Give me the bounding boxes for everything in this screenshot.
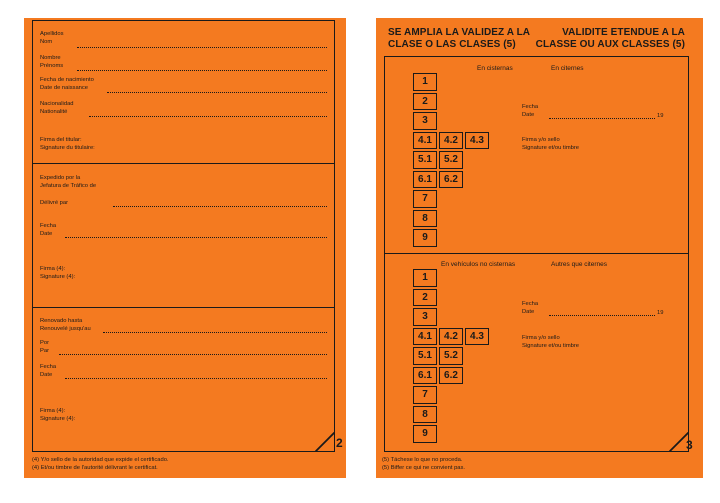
tank-date-year: 19: [657, 113, 664, 119]
surname-line[interactable]: [77, 47, 327, 48]
class-cell-1[interactable]: 1: [413, 73, 437, 91]
tank-date-line[interactable]: [549, 118, 655, 119]
extension-header-es: SE AMPLIA LA VALIDEZ A LA CLASE O LAS CLASES (5): [388, 27, 531, 50]
tank-column-fr: En citernes: [551, 65, 584, 72]
class-cell-6-2[interactable]: 6.2: [439, 171, 463, 189]
nationality-label: Nacionalidad Nationalité: [40, 101, 74, 115]
issued-by-label: Expedido por la Jefatura de Tráfico de: [40, 175, 97, 189]
nationality-line[interactable]: [89, 116, 327, 117]
section-divider: [385, 253, 688, 254]
class-cell-6-1[interactable]: 6.1: [413, 171, 437, 189]
class-cell-4-3[interactable]: 4.3: [465, 328, 489, 346]
first-name-line[interactable]: [77, 70, 327, 71]
class-cell-5-2[interactable]: 5.2: [439, 347, 463, 365]
tank-date-label: Fecha Date: [522, 104, 539, 118]
class-cell-8[interactable]: 8: [413, 406, 437, 424]
non-tank-date-line[interactable]: [549, 315, 655, 316]
non-tank-date-year: 19: [657, 310, 664, 316]
right-page: [376, 18, 703, 478]
page-number: 3: [686, 438, 693, 452]
class-cell-4-1[interactable]: 4.1: [413, 328, 437, 346]
non-tank-date-label: Fecha Date: [522, 301, 539, 315]
tank-column-es: En cisternas: [477, 65, 513, 72]
first-name-label: Nombre Prénoms: [40, 55, 64, 69]
non-tank-column-fr: Autres que citernes: [551, 261, 608, 268]
left-page: [24, 18, 346, 478]
class-cell-7[interactable]: 7: [413, 190, 437, 208]
class-cell-5-2[interactable]: 5.2: [439, 151, 463, 169]
delivered-by-line[interactable]: [113, 206, 327, 207]
surname-label: Apellidos Nom: [40, 31, 64, 45]
renewed-by-line[interactable]: [59, 354, 327, 355]
page-number: 2: [336, 436, 343, 450]
renewed-until-line[interactable]: [103, 332, 327, 333]
class-cell-4-3[interactable]: 4.3: [465, 132, 489, 150]
page-corner-fold-icon: [315, 432, 335, 452]
issue-date-label: Fecha Date: [40, 223, 57, 237]
class-cell-5-1[interactable]: 5.1: [413, 151, 437, 169]
issue-date-line[interactable]: [65, 237, 327, 238]
delivered-by-label: Délivré par: [40, 200, 69, 206]
tank-signature-label: Firma y/o sello Signature et/ou timbre: [522, 137, 580, 151]
class-cell-3[interactable]: 3: [413, 308, 437, 326]
class-cell-8[interactable]: 8: [413, 210, 437, 228]
renewed-by-label: Por Par: [40, 340, 50, 354]
renewed-signature-label: Firma (4): Signature (4):: [40, 408, 76, 422]
class-cell-4-2[interactable]: 4.2: [439, 328, 463, 346]
non-tank-signature-label: Firma y/o sello Signature et/ou timbre: [522, 335, 580, 349]
footnote-5: (5) Táchese lo que no proceda. (5) Biffer ce qui ne convient pas.: [382, 457, 466, 471]
class-cell-2[interactable]: 2: [413, 289, 437, 307]
renewed-until-label: Renovado hasta Renouvelé jusqu'au: [40, 318, 91, 332]
class-cell-4-2[interactable]: 4.2: [439, 132, 463, 150]
issue-signature-label: Firma (4): Signature (4):: [40, 266, 76, 280]
issued-divider: [33, 163, 334, 164]
footnote-4: (4) Y/o sello de la autoridad que expide el certificado. (4) Et/ou timbre de l'autorité délivrant le certificat.: [32, 457, 169, 471]
renewed-date-label: Fecha Date: [40, 364, 57, 378]
renewed-date-line[interactable]: [65, 378, 327, 379]
class-cell-4-1[interactable]: 4.1: [413, 132, 437, 150]
non-tank-column-es: En vehículos no cisternas: [441, 261, 516, 268]
holder-signature-label: Firma del titular: Signature du titulaire:: [40, 137, 95, 151]
class-cell-9[interactable]: 9: [413, 425, 437, 443]
left-page-frame: [32, 20, 335, 452]
right-page-frame: [384, 56, 689, 452]
renewed-divider: [33, 307, 334, 308]
class-cell-3[interactable]: 3: [413, 112, 437, 130]
extension-header-fr: VALIDITE ETENDUE A LA CLASSE OU AUX CLASSES (5): [535, 27, 685, 50]
class-cell-5-1[interactable]: 5.1: [413, 347, 437, 365]
class-cell-6-1[interactable]: 6.1: [413, 367, 437, 385]
class-cell-9[interactable]: 9: [413, 229, 437, 247]
class-cell-6-2[interactable]: 6.2: [439, 367, 463, 385]
class-cell-2[interactable]: 2: [413, 93, 437, 111]
birth-date-line[interactable]: [107, 92, 327, 93]
class-cell-1[interactable]: 1: [413, 269, 437, 287]
birth-date-label: Fecha de nacimiento Date de naissance: [40, 77, 94, 91]
class-cell-7[interactable]: 7: [413, 386, 437, 404]
